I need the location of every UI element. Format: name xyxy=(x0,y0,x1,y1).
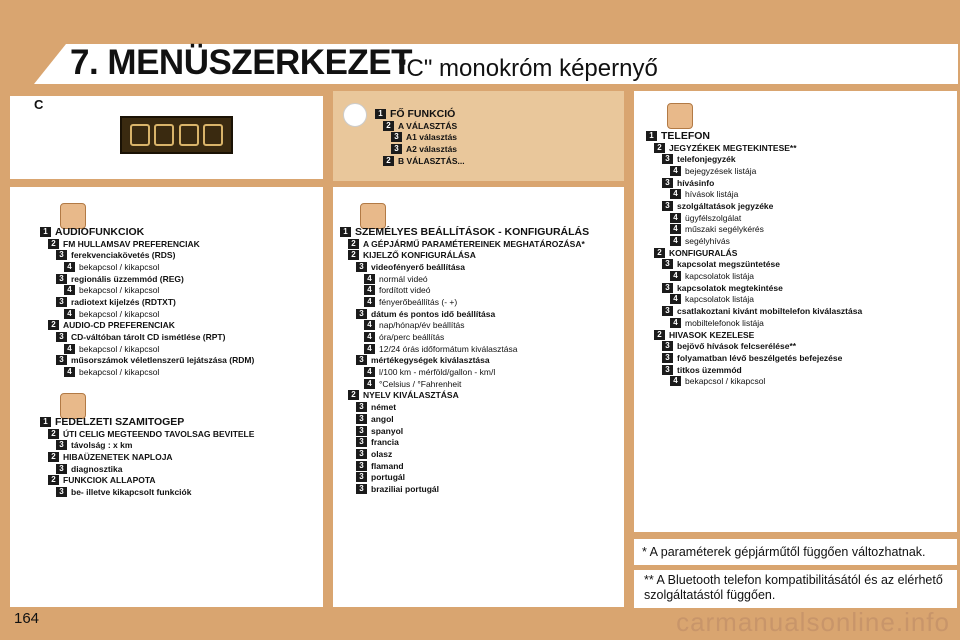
menu-item-label: FŐ FUNKCIÓ xyxy=(390,107,456,120)
menu-item xyxy=(646,130,862,142)
menu-item-label: HIBAÜZENETEK NAPLOJA xyxy=(63,451,173,462)
menu-item-label: regionális üzzemmód (REG) xyxy=(71,273,184,284)
menu-item xyxy=(646,224,862,236)
footnote-bluetooth: ** A Bluetooth telefon kompatibilitásától és az elérhető szolgáltatástól függően. xyxy=(634,570,957,608)
menu-item xyxy=(40,331,254,343)
level-badge: 3 xyxy=(662,365,673,375)
display-image xyxy=(120,116,233,154)
menu-item-label: műsorszámok véletlenszerű lejátszása (RDM) xyxy=(71,355,255,366)
menu-item-label: radiotext kijelzés (RDTXT) xyxy=(71,296,176,307)
menu-item-label: A1 választás xyxy=(406,132,458,143)
menu-item-label: B VÁLASZTÁS... xyxy=(398,155,465,166)
menu-item-label: A2 választás xyxy=(406,143,458,154)
level-badge: 1 xyxy=(340,227,351,237)
menu-item xyxy=(340,261,589,273)
level-badge: 3 xyxy=(356,402,367,412)
level-badge: 3 xyxy=(56,487,67,497)
menu-item-label: flamand xyxy=(371,460,404,471)
menu-item-label: mértékegységek kiválasztása xyxy=(371,355,490,366)
menu-item-label: FM HULLAMSAV PREFERENCIAK xyxy=(63,238,200,249)
level-badge: 3 xyxy=(662,178,673,188)
level-badge: 3 xyxy=(662,306,673,316)
level-badge: 4 xyxy=(364,379,375,389)
level-badge: 3 xyxy=(56,250,67,260)
menu-item-label: CD-váltóban tárolt CD ismétlése (RPT) xyxy=(71,332,226,343)
level-badge: 1 xyxy=(40,417,51,427)
menu-item-label: szolgáltatások jegyzéke xyxy=(677,200,774,211)
level-badge: 4 xyxy=(670,189,681,199)
screen-label: C xyxy=(34,97,44,112)
level-badge: 3 xyxy=(56,355,67,365)
level-badge: 2 xyxy=(48,320,59,330)
level-badge: 2 xyxy=(654,248,665,258)
level-badge: 2 xyxy=(48,429,59,439)
menu-item xyxy=(646,212,862,224)
level-badge: 2 xyxy=(48,452,59,462)
menu-item-label: fordított videó xyxy=(379,285,431,296)
menu-item-label: kapcsolatok listája xyxy=(685,294,754,305)
menu-item xyxy=(40,284,254,296)
menu-item xyxy=(340,366,589,378)
menu-item-label: bekapcsol / kikapcsol xyxy=(79,343,160,354)
menu-item-label: kapcsolatok listája xyxy=(685,271,754,282)
menu-item-label: telefonjegyzék xyxy=(677,154,736,165)
menu-item-label: FEDELZETI SZAMITOGEP xyxy=(55,415,185,428)
page-title: 7. MENÜSZERKEZET xyxy=(70,43,413,82)
menu-item-label: TELEFON xyxy=(661,129,710,142)
menu-item xyxy=(646,177,862,189)
menu-item xyxy=(340,448,589,460)
menu-item-label: AUDIO-CD PREFERENCIAK xyxy=(63,320,175,331)
menu-item-label: FUNKCIOK ALLAPOTA xyxy=(63,475,156,486)
level-badge: 4 xyxy=(364,367,375,377)
menu-item-label: SZEMÉLYES BEÁLLÍTÁSOK - KONFIGURÁLÁS xyxy=(355,225,590,238)
menu-item xyxy=(40,296,254,308)
menu-item-label: folyamatban lévő beszélgetés befejezése xyxy=(677,352,843,363)
menu-item xyxy=(340,308,589,320)
menu-item-label: be- illetve kikapcsolt funkciók xyxy=(71,486,192,497)
level-badge: 3 xyxy=(356,414,367,424)
menu-item-label: portugál xyxy=(371,472,405,483)
menu-item-label: KONFIGURALÁS xyxy=(669,247,738,258)
menu-item xyxy=(646,317,862,329)
level-badge: 1 xyxy=(375,109,386,119)
menu-item xyxy=(646,188,862,200)
menu-item-label: normál videó xyxy=(379,273,428,284)
menu-item-label: l/100 km - mérföld/gallon - km/l xyxy=(379,367,496,378)
menu-item xyxy=(340,273,589,285)
menu-item xyxy=(340,343,589,355)
level-badge: 4 xyxy=(364,274,375,284)
level-badge: 3 xyxy=(662,154,673,164)
footnote-params: * A paraméterek gépjárműtől függően változhatnak. xyxy=(634,539,957,565)
menu-item-label: francia xyxy=(371,437,399,448)
level-badge: 3 xyxy=(356,484,367,494)
level-badge: 4 xyxy=(364,297,375,307)
menu-item xyxy=(646,294,862,306)
telephone-menu xyxy=(646,130,862,387)
level-badge: 4 xyxy=(364,332,375,342)
menu-item xyxy=(340,471,589,483)
menu-item-label: hívásinfo xyxy=(677,177,715,188)
level-badge: 4 xyxy=(364,320,375,330)
level-badge: 3 xyxy=(356,355,367,365)
menu-item xyxy=(40,439,254,451)
menu-item-label: spanyol xyxy=(371,425,404,436)
brightness-icon xyxy=(343,103,367,127)
level-badge: 1 xyxy=(40,227,51,237)
level-badge: 3 xyxy=(56,440,67,450)
menu-item xyxy=(40,366,254,378)
menu-item-label: KIJELZŐ KONFIGURÁLÁSA xyxy=(363,250,476,261)
menu-item xyxy=(40,463,254,475)
level-badge: 1 xyxy=(646,131,657,141)
level-badge: 4 xyxy=(670,271,681,281)
trip-menu xyxy=(40,416,254,498)
menu-item-label: videofényerő beállítása xyxy=(371,261,466,272)
menu-item-label: HIVASOK KEZELESE xyxy=(669,329,755,340)
audio-menu xyxy=(40,226,254,378)
page-subtitle: "C" monokróm képernyő xyxy=(398,55,658,82)
menu-item xyxy=(40,416,254,428)
level-badge: 3 xyxy=(662,283,673,293)
level-badge: 3 xyxy=(391,132,402,142)
menu-item xyxy=(40,343,254,355)
menu-item xyxy=(340,320,589,332)
menu-item xyxy=(340,226,589,238)
menu-item xyxy=(340,355,589,367)
menu-item xyxy=(340,436,589,448)
menu-item-label: 12/24 órás időformátum kiválasztása xyxy=(379,343,518,354)
personal-menu xyxy=(340,226,589,495)
menu-item-label: bekapcsol / kikapcsol xyxy=(79,285,160,296)
menu-item xyxy=(646,364,862,376)
menu-item xyxy=(40,474,254,486)
menu-item-label: diagnosztika xyxy=(71,463,123,474)
main-function-menu xyxy=(375,108,465,166)
menu-item-label: braziliai portugál xyxy=(371,483,440,494)
level-badge: 3 xyxy=(356,449,367,459)
level-badge: 2 xyxy=(383,121,394,131)
level-badge: 2 xyxy=(348,239,359,249)
level-badge: 4 xyxy=(670,294,681,304)
menu-item xyxy=(646,200,862,212)
level-badge: 4 xyxy=(64,262,75,272)
menu-item xyxy=(40,249,254,261)
level-badge: 3 xyxy=(356,437,367,447)
menu-item-label: ferekvenciakövetés (RDS) xyxy=(71,250,176,261)
menu-item-label: kapcsolat megszüntetése xyxy=(677,259,780,270)
menu-item-label: ÚTI CELIG MEGTEENDO TAVOLSAG BEVITELE xyxy=(63,428,255,439)
menu-item-label: AUDIOFUNKCIOK xyxy=(55,225,145,238)
level-badge: 2 xyxy=(348,390,359,400)
menu-item xyxy=(646,352,862,364)
menu-item xyxy=(40,355,254,367)
menu-item xyxy=(40,226,254,238)
menu-item-label: bekapcsol / kikapcsol xyxy=(79,308,160,319)
menu-item xyxy=(375,131,465,143)
menu-item xyxy=(340,401,589,413)
menu-item-label: bekapcsol / kikapcsol xyxy=(685,376,766,387)
level-badge: 2 xyxy=(654,330,665,340)
menu-item xyxy=(646,153,862,165)
menu-item xyxy=(646,282,862,294)
level-badge: 4 xyxy=(64,285,75,295)
menu-item xyxy=(646,235,862,247)
menu-item-label: óra/perc beállítás xyxy=(379,332,445,343)
menu-item-label: angol xyxy=(371,413,394,424)
level-badge: 2 xyxy=(654,143,665,153)
level-badge: 3 xyxy=(56,464,67,474)
menu-item xyxy=(340,378,589,390)
menu-item-label: bejegyzések listája xyxy=(685,165,757,176)
menu-item xyxy=(646,270,862,282)
menu-item xyxy=(340,425,589,437)
level-badge: 3 xyxy=(56,332,67,342)
menu-item-label: bekapcsol / kikapcsol xyxy=(79,367,160,378)
menu-item-label: nap/hónap/év beállítás xyxy=(379,320,465,331)
menu-item-label: A GÉPJÁRMŰ PARAMÉTEREINEK MEGHATÁROZÁSA* xyxy=(363,238,585,249)
phone-icon xyxy=(667,103,693,129)
level-badge: 3 xyxy=(356,472,367,482)
menu-item-label: kapcsolatok megtekintése xyxy=(677,282,783,293)
level-badge: 3 xyxy=(662,201,673,211)
menu-item xyxy=(40,261,254,273)
menu-item-label: dátum és pontos idő beállítása xyxy=(371,308,496,319)
level-badge: 2 xyxy=(48,475,59,485)
level-badge: 2 xyxy=(48,239,59,249)
menu-item xyxy=(646,165,862,177)
level-badge: 3 xyxy=(391,144,402,154)
level-badge: 3 xyxy=(356,461,367,471)
menu-item xyxy=(646,247,862,259)
menu-item-label: segélyhívás xyxy=(685,236,730,247)
menu-item-label: °Celsius / °Fahrenheit xyxy=(379,378,462,389)
menu-item xyxy=(646,259,862,271)
menu-item-label: mobiltelefonok listája xyxy=(685,317,764,328)
level-badge: 3 xyxy=(356,426,367,436)
menu-item-label: csatlakoztani kivánt mobiltelefon kiválasztása xyxy=(677,306,863,317)
menu-item xyxy=(40,451,254,463)
watermark: carmanualsonline.info xyxy=(676,607,950,637)
level-badge: 3 xyxy=(662,341,673,351)
level-badge: 4 xyxy=(364,285,375,295)
menu-item xyxy=(40,238,254,250)
level-badge: 4 xyxy=(64,344,75,354)
level-badge: 2 xyxy=(348,250,359,260)
menu-item-label: titkos üzemmód xyxy=(677,364,742,375)
menu-item xyxy=(40,273,254,285)
level-badge: 4 xyxy=(64,367,75,377)
level-badge: 4 xyxy=(670,236,681,246)
page-number: 164 xyxy=(14,610,40,627)
menu-item xyxy=(340,296,589,308)
level-badge: 3 xyxy=(56,297,67,307)
level-badge: 4 xyxy=(670,166,681,176)
menu-item xyxy=(646,329,862,341)
level-badge: 4 xyxy=(364,344,375,354)
menu-item xyxy=(646,142,862,154)
menu-item-label: NYELV KIVÁLASZTÁSA xyxy=(363,390,459,401)
menu-item xyxy=(340,483,589,495)
menu-item xyxy=(375,120,465,132)
level-badge: 3 xyxy=(56,274,67,284)
menu-item xyxy=(375,108,465,120)
menu-item xyxy=(340,460,589,472)
menu-item-label: JEGYZÉKEK MEGTEKINTESE** xyxy=(669,142,797,153)
menu-item xyxy=(340,390,589,402)
menu-item-label: német xyxy=(371,402,397,413)
level-badge: 2 xyxy=(383,156,394,166)
menu-item-label: távolság : x km xyxy=(71,440,133,451)
level-badge: 3 xyxy=(662,259,673,269)
menu-item-label: olasz xyxy=(371,448,393,459)
level-badge: 4 xyxy=(670,213,681,223)
menu-item xyxy=(40,428,254,440)
menu-item-label: bekapcsol / kikapcsol xyxy=(79,261,160,272)
level-badge: 3 xyxy=(356,262,367,272)
menu-item-label: A VÁLASZTÁS xyxy=(398,120,458,131)
menu-item xyxy=(40,486,254,498)
menu-item-label: ügyfélszolgálat xyxy=(685,212,742,223)
level-badge: 4 xyxy=(670,376,681,386)
menu-item xyxy=(40,308,254,320)
menu-item-label: bejövő hívások felcserélése** xyxy=(677,341,797,352)
level-badge: 4 xyxy=(670,318,681,328)
menu-item xyxy=(340,413,589,425)
menu-item-label: hívások listája xyxy=(685,189,739,200)
menu-item xyxy=(646,375,862,387)
menu-item xyxy=(646,305,862,317)
level-badge: 3 xyxy=(662,353,673,363)
menu-item xyxy=(340,284,589,296)
level-badge: 4 xyxy=(64,309,75,319)
menu-item xyxy=(375,155,465,167)
menu-item xyxy=(375,143,465,155)
level-badge: 3 xyxy=(356,309,367,319)
level-badge: 4 xyxy=(670,224,681,234)
menu-item xyxy=(340,331,589,343)
menu-item-label: műszaki segélykérés xyxy=(685,224,764,235)
menu-item-label: fényerőbeállítás (- +) xyxy=(379,296,458,307)
menu-item xyxy=(340,249,589,261)
menu-item xyxy=(340,238,589,250)
menu-item xyxy=(646,340,862,352)
menu-item xyxy=(40,320,254,332)
